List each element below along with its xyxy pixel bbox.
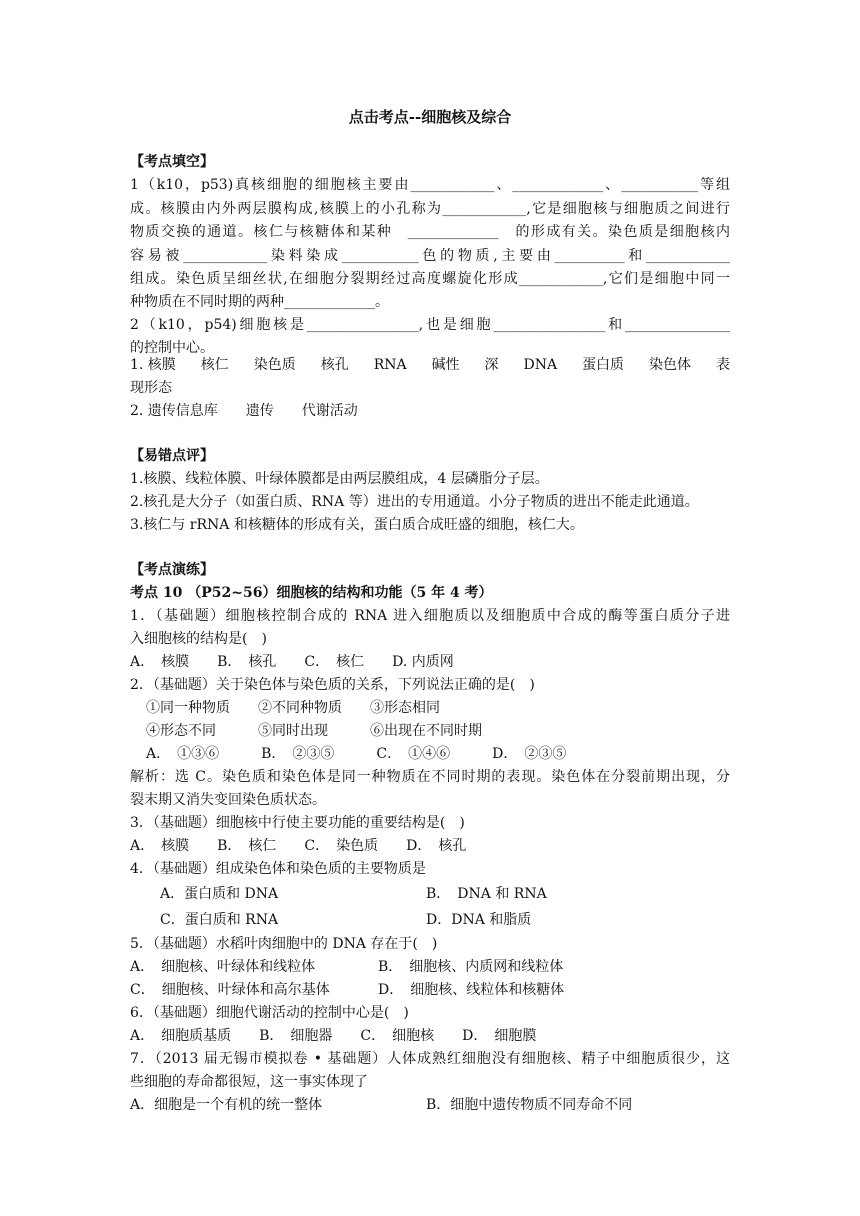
- q2-text: 2．（基础题）关于染色体与染色质的关系，下列说法正确的是( ): [130, 677, 535, 693]
- q7-option-b: B．细胞中遗传物质不同寿命不同: [426, 1097, 633, 1113]
- error-line-1: 1.核膜、线粒体膜、叶绿体膜都是由两层膜组成，4 层磷脂分子层。: [130, 471, 549, 487]
- answer-word: RNA: [373, 357, 407, 373]
- section-errors-heading: 【易错点评】: [130, 448, 214, 464]
- q3-options: A． 核膜 B． 核仁 C． 染色质 D． 核孔: [130, 838, 467, 854]
- q3-text: 3．（基础题）细胞核中行使主要功能的重要结构是( ): [130, 815, 465, 831]
- answer-word: 1. 核膜: [130, 357, 176, 373]
- topic-heading: 考点 10 （P52~56）细胞核的结构和功能（5 年 4 考）: [130, 585, 493, 601]
- q4-option-d: D．DNA 和脂质: [426, 912, 532, 928]
- section-practice-heading: 【考点演练】: [130, 562, 214, 578]
- fill-line-7: 2（k10，p54)细胞核是________________,也是细胞________________和_______________: [130, 317, 730, 333]
- q2-explanation: 解析：选 C。染色质和染色体是同一种物质在不同时期的表现。染色体在分裂前期出现，分: [130, 769, 730, 785]
- answers-line-1-cont: 现形态: [130, 380, 172, 396]
- q6-options: A． 细胞质基质 B． 细胞器 C． 细胞核 D． 细胞膜: [130, 1028, 537, 1044]
- q1-options: A． 核膜 B． 核孔 C． 核仁 D. 内质网: [130, 654, 454, 670]
- error-line-2: 2.核孔是大分子（如蛋白质、RNA 等）进出的专用通道。小分子物质的进出不能走此通道。: [130, 494, 699, 510]
- fill-line-6: 种物质在不同时期的两种_____________。: [130, 294, 389, 310]
- fill-line-2: 成。核膜由内外两层膜构成,核膜上的小孔称为____________,它是细胞核与细胞质之间进行: [130, 201, 730, 217]
- answer-word: 蛋白质: [582, 357, 625, 373]
- answer-word: 核孔: [320, 357, 349, 373]
- page-title: 点击考点--细胞核及综合: [348, 108, 512, 126]
- fill-line-5: 组成。染色质呈细丝状,在细胞分裂期经过高度螺旋化形成____________,它们是细胞中同一: [130, 271, 730, 287]
- q1-text-cont: 入细胞核的结构是( ): [130, 631, 267, 647]
- q5-option-a: A． 细胞核、叶绿体和线粒体: [130, 959, 316, 975]
- q7-option-a: A．细胞是一个有机的统一整体: [130, 1097, 323, 1113]
- section-fill-heading: 【考点填空】: [130, 154, 214, 170]
- q7-text: 7．（2013 届无锡市模拟卷 • 基础题）人体成熟红细胞没有细胞核、精子中细胞质很少，这: [130, 1051, 730, 1067]
- error-line-3: 3.核仁与 rRNA 和核糖体的形成有关，蛋白质合成旺盛的细胞，核仁大。: [130, 517, 584, 533]
- fill-line-4: 容易被____________染料染成___________色的物质,主要由__________和____________: [130, 248, 730, 264]
- answer-word: DNA: [523, 357, 558, 373]
- q2-items-1: ①同一种物质 ②不同种物质 ③形态相同: [146, 700, 440, 716]
- q2-items-2: ④形态不同 ⑤同时出现 ⑥出现在不同时期: [146, 723, 482, 739]
- answer-word: 染色质: [253, 357, 296, 373]
- q6-text: 6．（基础题）细胞代谢活动的控制中心是( ): [130, 1005, 409, 1021]
- q4-text: 4．（基础题）组成染色体和染色质的主要物质是: [130, 861, 426, 877]
- q2-explanation-cont: 裂末期又消失变回染色质状态。: [130, 792, 326, 808]
- q7-text-cont: 些细胞的寿命都很短，这一事实体现了: [130, 1074, 368, 1090]
- q5-option-b: B． 细胞核、内质网和线粒体: [378, 959, 564, 975]
- q1-text: 1．（基础题）细胞核控制合成的 RNA 进入细胞质以及细胞质中合成的酶等蛋白质分子进: [130, 608, 730, 624]
- fill-line-1: 1（k10，p53)真核细胞的细胞核主要由____________、_____________、___________等组: [130, 177, 730, 193]
- q4-option-b: B． DNA 和 RNA: [426, 886, 547, 902]
- q4-option-a: A．蛋白质和 DNA: [160, 886, 279, 902]
- fill-line-3: 物质交换的通道。核仁与核糖体和某种 _____________ 的形成有关。染色质是细胞核内: [130, 224, 730, 240]
- q5-option-c: C． 细胞核、叶绿体和高尔基体: [130, 982, 330, 998]
- answer-word: 深: [484, 357, 499, 373]
- q4-option-c: C．蛋白质和 RNA: [160, 912, 279, 928]
- answer-word: 核仁: [200, 357, 229, 373]
- answer-word: 表: [716, 357, 730, 373]
- q5-option-d: D． 细胞核、线粒体和核糖体: [378, 982, 565, 998]
- q5-text: 5．（基础题）水稻叶肉细胞中的 DNA 存在于( ): [130, 936, 438, 952]
- answers-line-1: [130, 355, 730, 375]
- answers-line-2: 2. 遗传信息库 遗传 代谢活动: [130, 403, 358, 419]
- answer-word: 染色体: [649, 357, 692, 373]
- q2-options: A． ①③⑥ B． ②③⑤ C． ①④⑥ D． ②③⑤: [146, 746, 567, 762]
- answer-word: 碱性: [431, 357, 460, 373]
- fill-line-8: 的控制中心。: [130, 340, 214, 356]
